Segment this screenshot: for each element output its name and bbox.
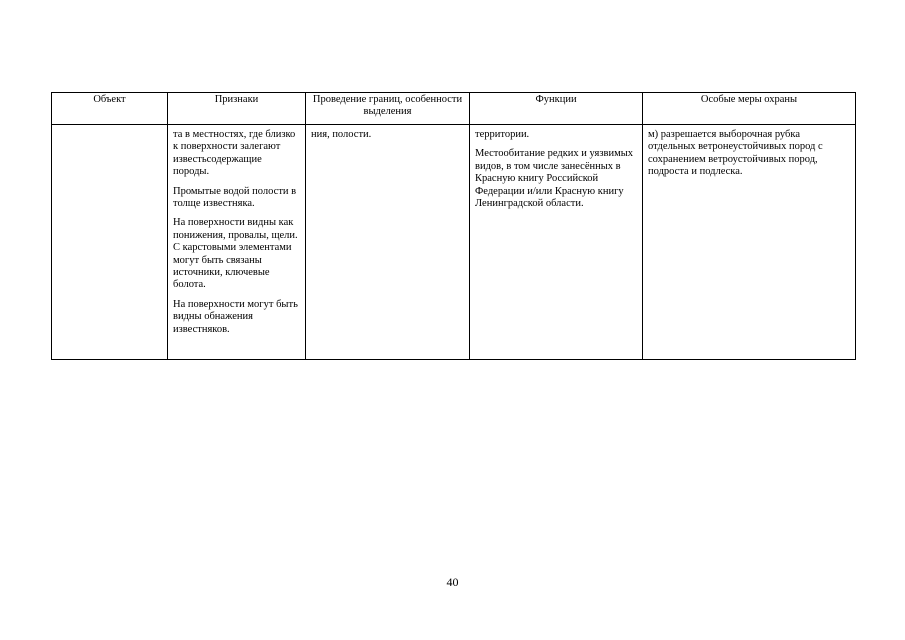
page-number: 40: [446, 575, 459, 589]
header-protection: Особые меры охраны: [643, 93, 856, 125]
cell-boundaries: [306, 125, 470, 360]
data-table: [51, 92, 856, 360]
functions-paragraph: территории.: [475, 129, 530, 140]
cell-protection: [643, 125, 856, 360]
table-row: [52, 125, 856, 360]
functions-paragraph: Местообитание редких и уязвимых видов, в том числе занесённых в Красную книгу Российской Федерации и/или Красную книгу Ленинградской области.: [475, 148, 634, 210]
protection-paragraph: м) разрешается выборочная рубка отдельных ветронеустойчивых пород с сохранением ветроустойчивых пород, подроста и подлеска.: [648, 129, 823, 178]
features-paragraph: На поверхности видны как понижения, провалы, щели. С карстовыми элементами могут быть связаны источники, ключевые болота.: [173, 217, 298, 291]
header-object: Объект: [52, 93, 168, 125]
header-boundaries: Проведение границ, особенности выделения: [306, 93, 470, 125]
features-paragraph: Промытые водой полости в толще известняка.: [173, 185, 297, 210]
cell-features: [168, 125, 306, 360]
cell-object: [52, 125, 168, 360]
features-paragraph: На поверхности могут быть видны обнажения известняков.: [173, 298, 298, 335]
cell-functions: [470, 125, 643, 360]
boundaries-paragraph: ния, полости.: [311, 129, 372, 140]
header-functions: Функции: [470, 93, 643, 125]
features-paragraph: та в местностях, где близко к поверхности залегают известьсодержащие породы.: [173, 129, 296, 178]
table-header-row: [52, 93, 856, 125]
header-features: Признаки: [168, 93, 306, 125]
